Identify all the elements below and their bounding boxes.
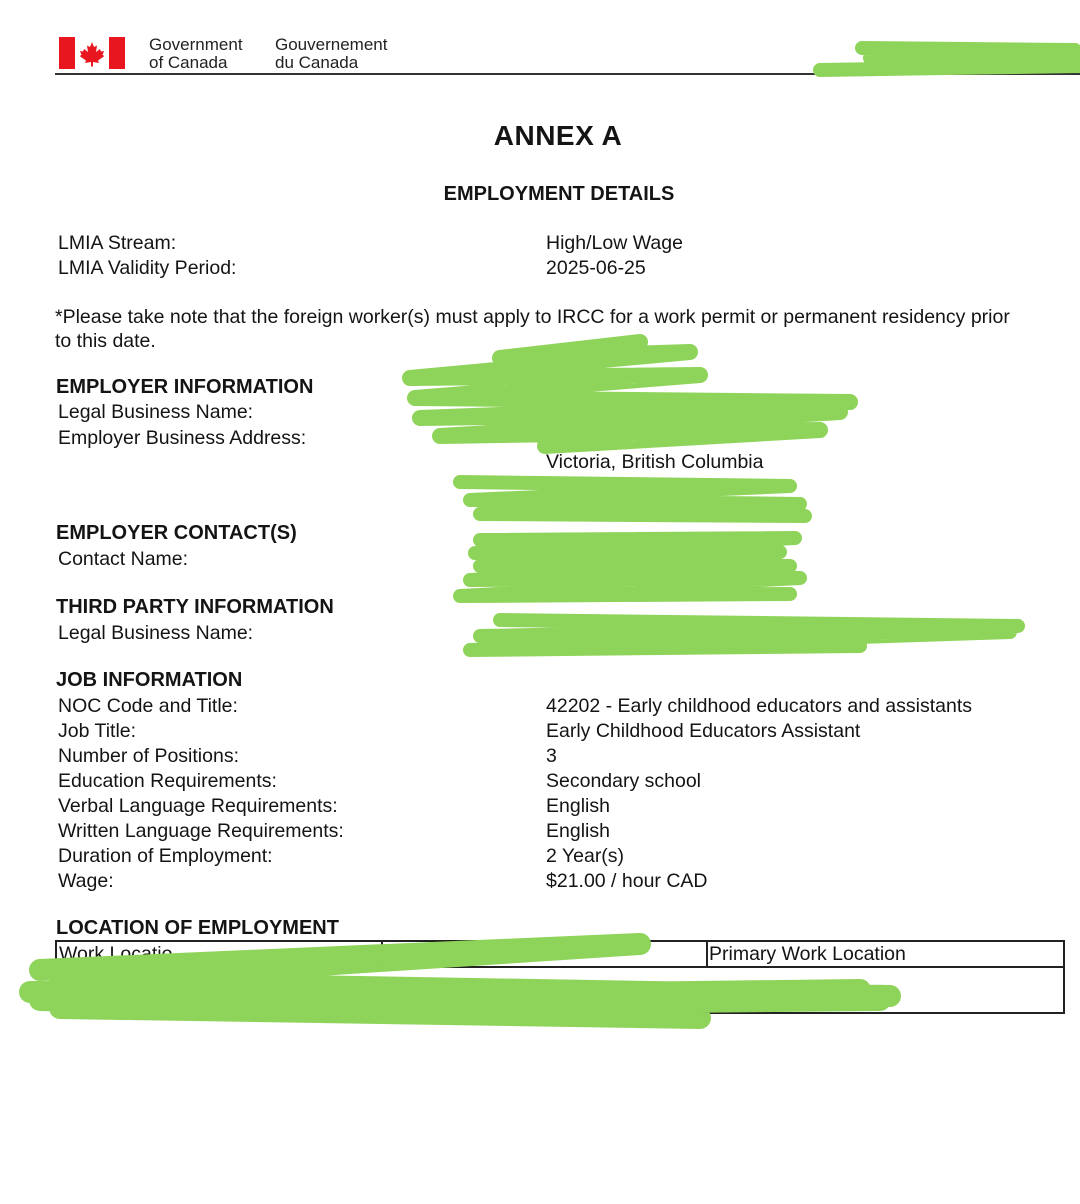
government-wordmark-fr [275,36,387,72]
lmia-stream-label: LMIA Stream: [58,232,177,254]
location-table-col-divider [706,942,708,966]
location-table-col-divider [381,942,383,966]
location-table-divider [57,966,1063,968]
page-subtitle: EMPLOYMENT DETAILS [443,183,675,205]
gov-fr-line1: Gouvernement [275,35,388,54]
job-row-value: English [546,795,610,817]
job-row-value: 2 Year(s) [546,845,625,867]
location-heading: LOCATION OF EMPLOYMENT [56,917,339,939]
location-table [55,940,1065,1014]
gov-en-line2: of Canada [149,53,228,72]
location-col-employer: Empl [387,943,432,965]
job-row-value: $21.00 / hour CAD [546,870,708,892]
job-row-value: 42202 - Early childhood educators and assistants [546,695,973,717]
lmia-note-line2: to this date. [55,330,156,352]
employer-contacts-heading: EMPLOYER CONTACT(S) [56,522,297,544]
gov-fr-line2: du Canada [275,53,359,72]
lmia-stream-value: High/Low Wage [546,232,683,254]
job-row-value: Early Childhood Educators Assistant [546,720,861,742]
job-row-label: Wage: [58,870,114,892]
page-title: ANNEX A [493,120,623,151]
lmia-validity-value: 2025-06-25 [546,257,646,279]
redaction-scribble [460,482,805,516]
job-row-label: Education Requirements: [58,770,277,792]
third-party-legal-name-label: Legal Business Name: [58,622,254,644]
employer-legal-name-label: Legal Business Name: [58,401,254,423]
location-col-primary: Primary Work Location [709,943,906,965]
lmia-note-line1: *Please take note that the foreign worker(s) must apply to IRCC for a work permit or permanent residency prior [55,306,1010,328]
location-col-work-location: Work Locatio [59,943,173,965]
job-row-label: Job Title: [58,720,137,742]
job-row-value: 3 [546,745,557,767]
contact-name-label: Contact Name: [58,548,189,570]
job-row-label: Duration of Employment: [58,845,273,867]
job-row-label: Number of Positions: [58,745,239,767]
job-row-label: Written Language Requirements: [58,820,344,842]
government-wordmark-en [149,36,243,72]
job-row-value: English [546,820,610,842]
redaction-scribble [460,538,800,596]
job-row-label: Verbal Language Requirements: [58,795,338,817]
job-info-heading: JOB INFORMATION [56,669,243,691]
employer-info-heading: EMPLOYER INFORMATION [56,376,314,398]
header-divider [55,73,1080,75]
third-party-heading: THIRD PARTY INFORMATION [56,596,334,618]
redaction-scribble [410,342,850,446]
job-row-label: NOC Code and Title: [58,695,238,717]
canada-flag-icon [59,37,125,69]
lmia-validity-label: LMIA Validity Period: [58,257,237,279]
redaction-scribble [470,620,1018,650]
redaction-scribble [820,48,1078,70]
employer-address-city: Victoria, British Columbia [546,451,764,473]
gov-en-line1: Government [149,35,243,54]
employer-address-label: Employer Business Address: [58,427,307,449]
job-row-value: Secondary school [546,770,702,792]
